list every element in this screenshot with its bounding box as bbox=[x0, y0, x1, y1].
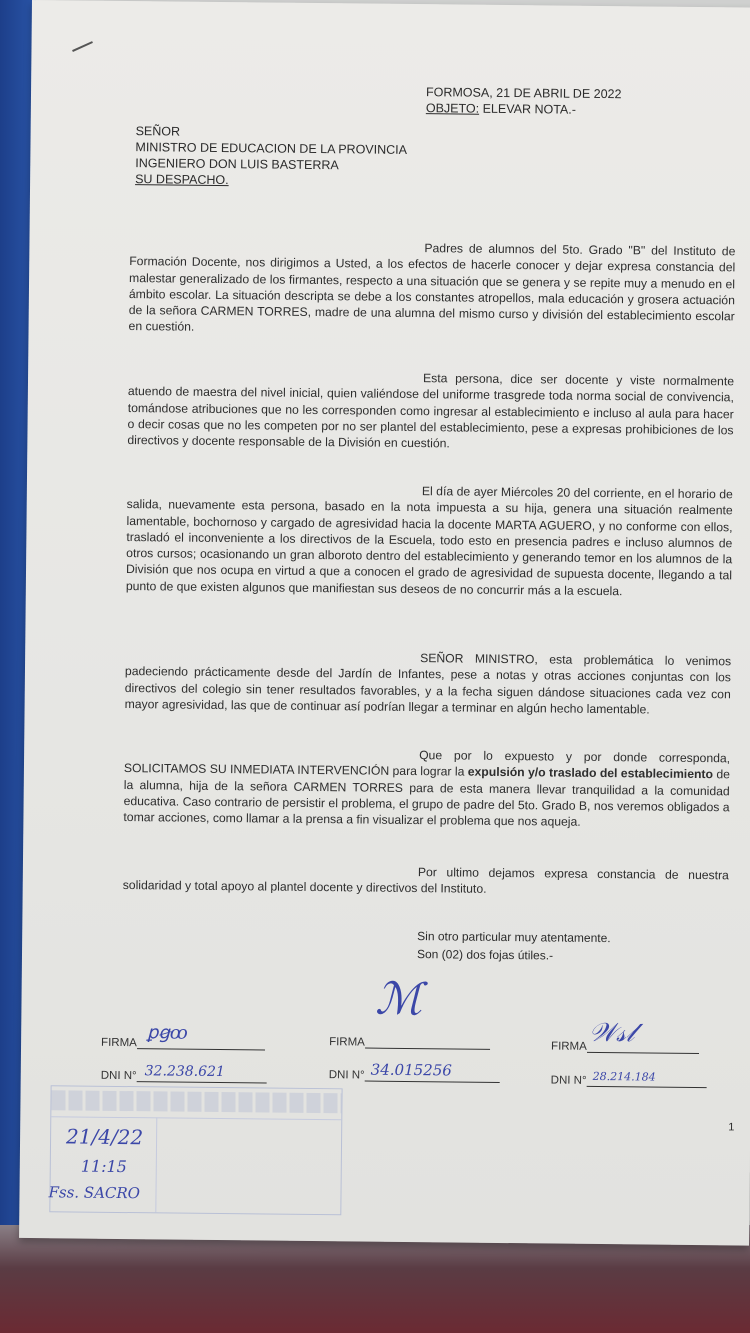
dni-label: DNI N° bbox=[550, 1074, 587, 1087]
firma-label: FIRMA bbox=[329, 1036, 365, 1049]
recipient-position: MINISTRO DE EDUCACION DE LA PROVINCIA bbox=[135, 140, 408, 157]
recipient-name: INGENIERO DON LUIS BASTERRA bbox=[135, 156, 339, 173]
subject-text: ELEVAR NOTA.- bbox=[482, 101, 577, 117]
dni-3 bbox=[551, 1071, 707, 1088]
closing-line-2: Son (02) dos fojas útiles.- bbox=[416, 947, 554, 963]
document-page bbox=[19, 0, 750, 1246]
signature-3 bbox=[551, 1017, 699, 1054]
stamp-date: 21/4/22 bbox=[65, 1124, 144, 1150]
firma-label: FIRMA bbox=[101, 1036, 137, 1050]
dni-2 bbox=[328, 1060, 500, 1083]
dni-label: DNI N° bbox=[100, 1069, 137, 1083]
paragraph-5: Por ultimo dejamos expresa constancia de nuestra solidaridad y total apoyo al plantel docente y directivos del Instituto. bbox=[122, 865, 729, 897]
pen-mark bbox=[72, 41, 93, 52]
recipient-office: SU DESPACHO. bbox=[135, 172, 229, 188]
request-text: Que por lo expuesto y por donde corresponda, SOLICITAMOS SU INMEDIATA INTERVENCIÓN para lograr la bbox=[123, 748, 731, 779]
dni-2-value: 34.015256 bbox=[370, 1060, 452, 1080]
paragraph-2: Esta persona, dice ser docente y viste normalmente atuendo de maestra del nivel inicial, quien valiéndose del uniforme trasgrede toda norma social de convivencia, tomándose atribuciones que no les corresponden como ingresar al establecimiento e incluso al aula para hacer o decir cosas que no les competen por no ser plantel del establecimiento, pese a expresas prohibiciones de los directivos y docente responsable de la División en cuestión. bbox=[127, 371, 735, 451]
signature-2 bbox=[329, 973, 490, 1050]
place-date: FORMOSA, 21 DE ABRIL DE 2022 bbox=[425, 85, 622, 102]
paragraph-request bbox=[123, 744, 730, 832]
request-text-end: de la alumna, hija de la señora CARMEN TORRES para de esta manera llevar tranquilidad a la comunidad educativa. Caso contrario de persistir el problema, el grupo de padre del 5to. Grado B, nos veremos obligados a tomar acciones, como llamar a la prensa a fin visualizar el problema que nos aqueja. bbox=[123, 767, 730, 829]
dni-label: DNI N° bbox=[328, 1069, 365, 1082]
paragraph-1: Padres de alumnos del 5to. Grado "B" del Instituto de Formación Docente, nos dirigimos a Usted, a los efectos de hacerle conocer y dejar expresa constancia del malestar generalizado de los firmantes, respecto a una situación que se genera y se repite muy a menudo en el ámbito escolar. La situación descripta se debe a los constantes atropellos, mala educación y grosera actuación de la señora CARMEN TORRES, madre de una alumna del mismo curso y división del establecimiento escolar en cuestión. bbox=[128, 241, 736, 335]
request-bold: expulsión y/o traslado del establecimiento bbox=[467, 764, 714, 782]
signature-2-line: ℳ bbox=[365, 1034, 490, 1050]
subject-label: OBJETO: bbox=[425, 101, 480, 116]
recipient-title: SEÑOR bbox=[135, 124, 181, 139]
stamp-time: 11:15 bbox=[80, 1156, 127, 1177]
stamp-received-by: Fss. SACRO bbox=[48, 1183, 141, 1203]
paragraph-4: SEÑOR MINISTRO, esta problemática lo venimos padeciendo prácticamente desde del Jardín de Infantes, pese a notas y otras acciones conjuntas con los directivos del colegio sin tener resultados favorables, y a la fecha siguen dándose situaciones cada vez con mayor agresividad, las que de continuar así podrían llegar a terminar en algún hecho lamentable. bbox=[124, 651, 732, 717]
firma-label: FIRMA bbox=[551, 1040, 587, 1053]
dni-3-value: 28.214.184 bbox=[592, 1069, 656, 1084]
subject bbox=[426, 100, 576, 118]
reception-stamp bbox=[49, 1085, 342, 1215]
dni-1-value: 32.238.621 bbox=[144, 1063, 225, 1081]
signature-3-line: 𝒲𝓈𝓁 bbox=[587, 1038, 699, 1054]
signature-1-line: ꝑꞡꝏ bbox=[137, 1034, 265, 1050]
page-number: 1 bbox=[728, 1121, 735, 1134]
signature-1 bbox=[101, 1022, 265, 1051]
closing-line-1: Sin otro particular muy atentamente. bbox=[417, 929, 611, 946]
dni-1 bbox=[100, 1063, 267, 1084]
paragraph-3: El día de ayer Miércoles 20 del corriente, en el horario de salida, nuevamente esta persona, basado en la nota impuesta a su hija, genera una situación realmente lamentable, bochornoso y cargado de agresividad hacia la docente MARTA AGUERO, y no conforme con ellos, trasladó el inconveniente a los directivos de la Escuela, todo esto en presencia padres e incluso alumnos de otros cursos; ocasionando un gran alboroto dentro del establecimiento y generando temor en los alumnos de la División que nos ocupa en virtud a que a conocen el grado de agresividad de supuesta docente, llegando a tal punto de que existen algunos que manifiestan sus deseos de no concurrir más a la escuela. bbox=[125, 484, 733, 598]
